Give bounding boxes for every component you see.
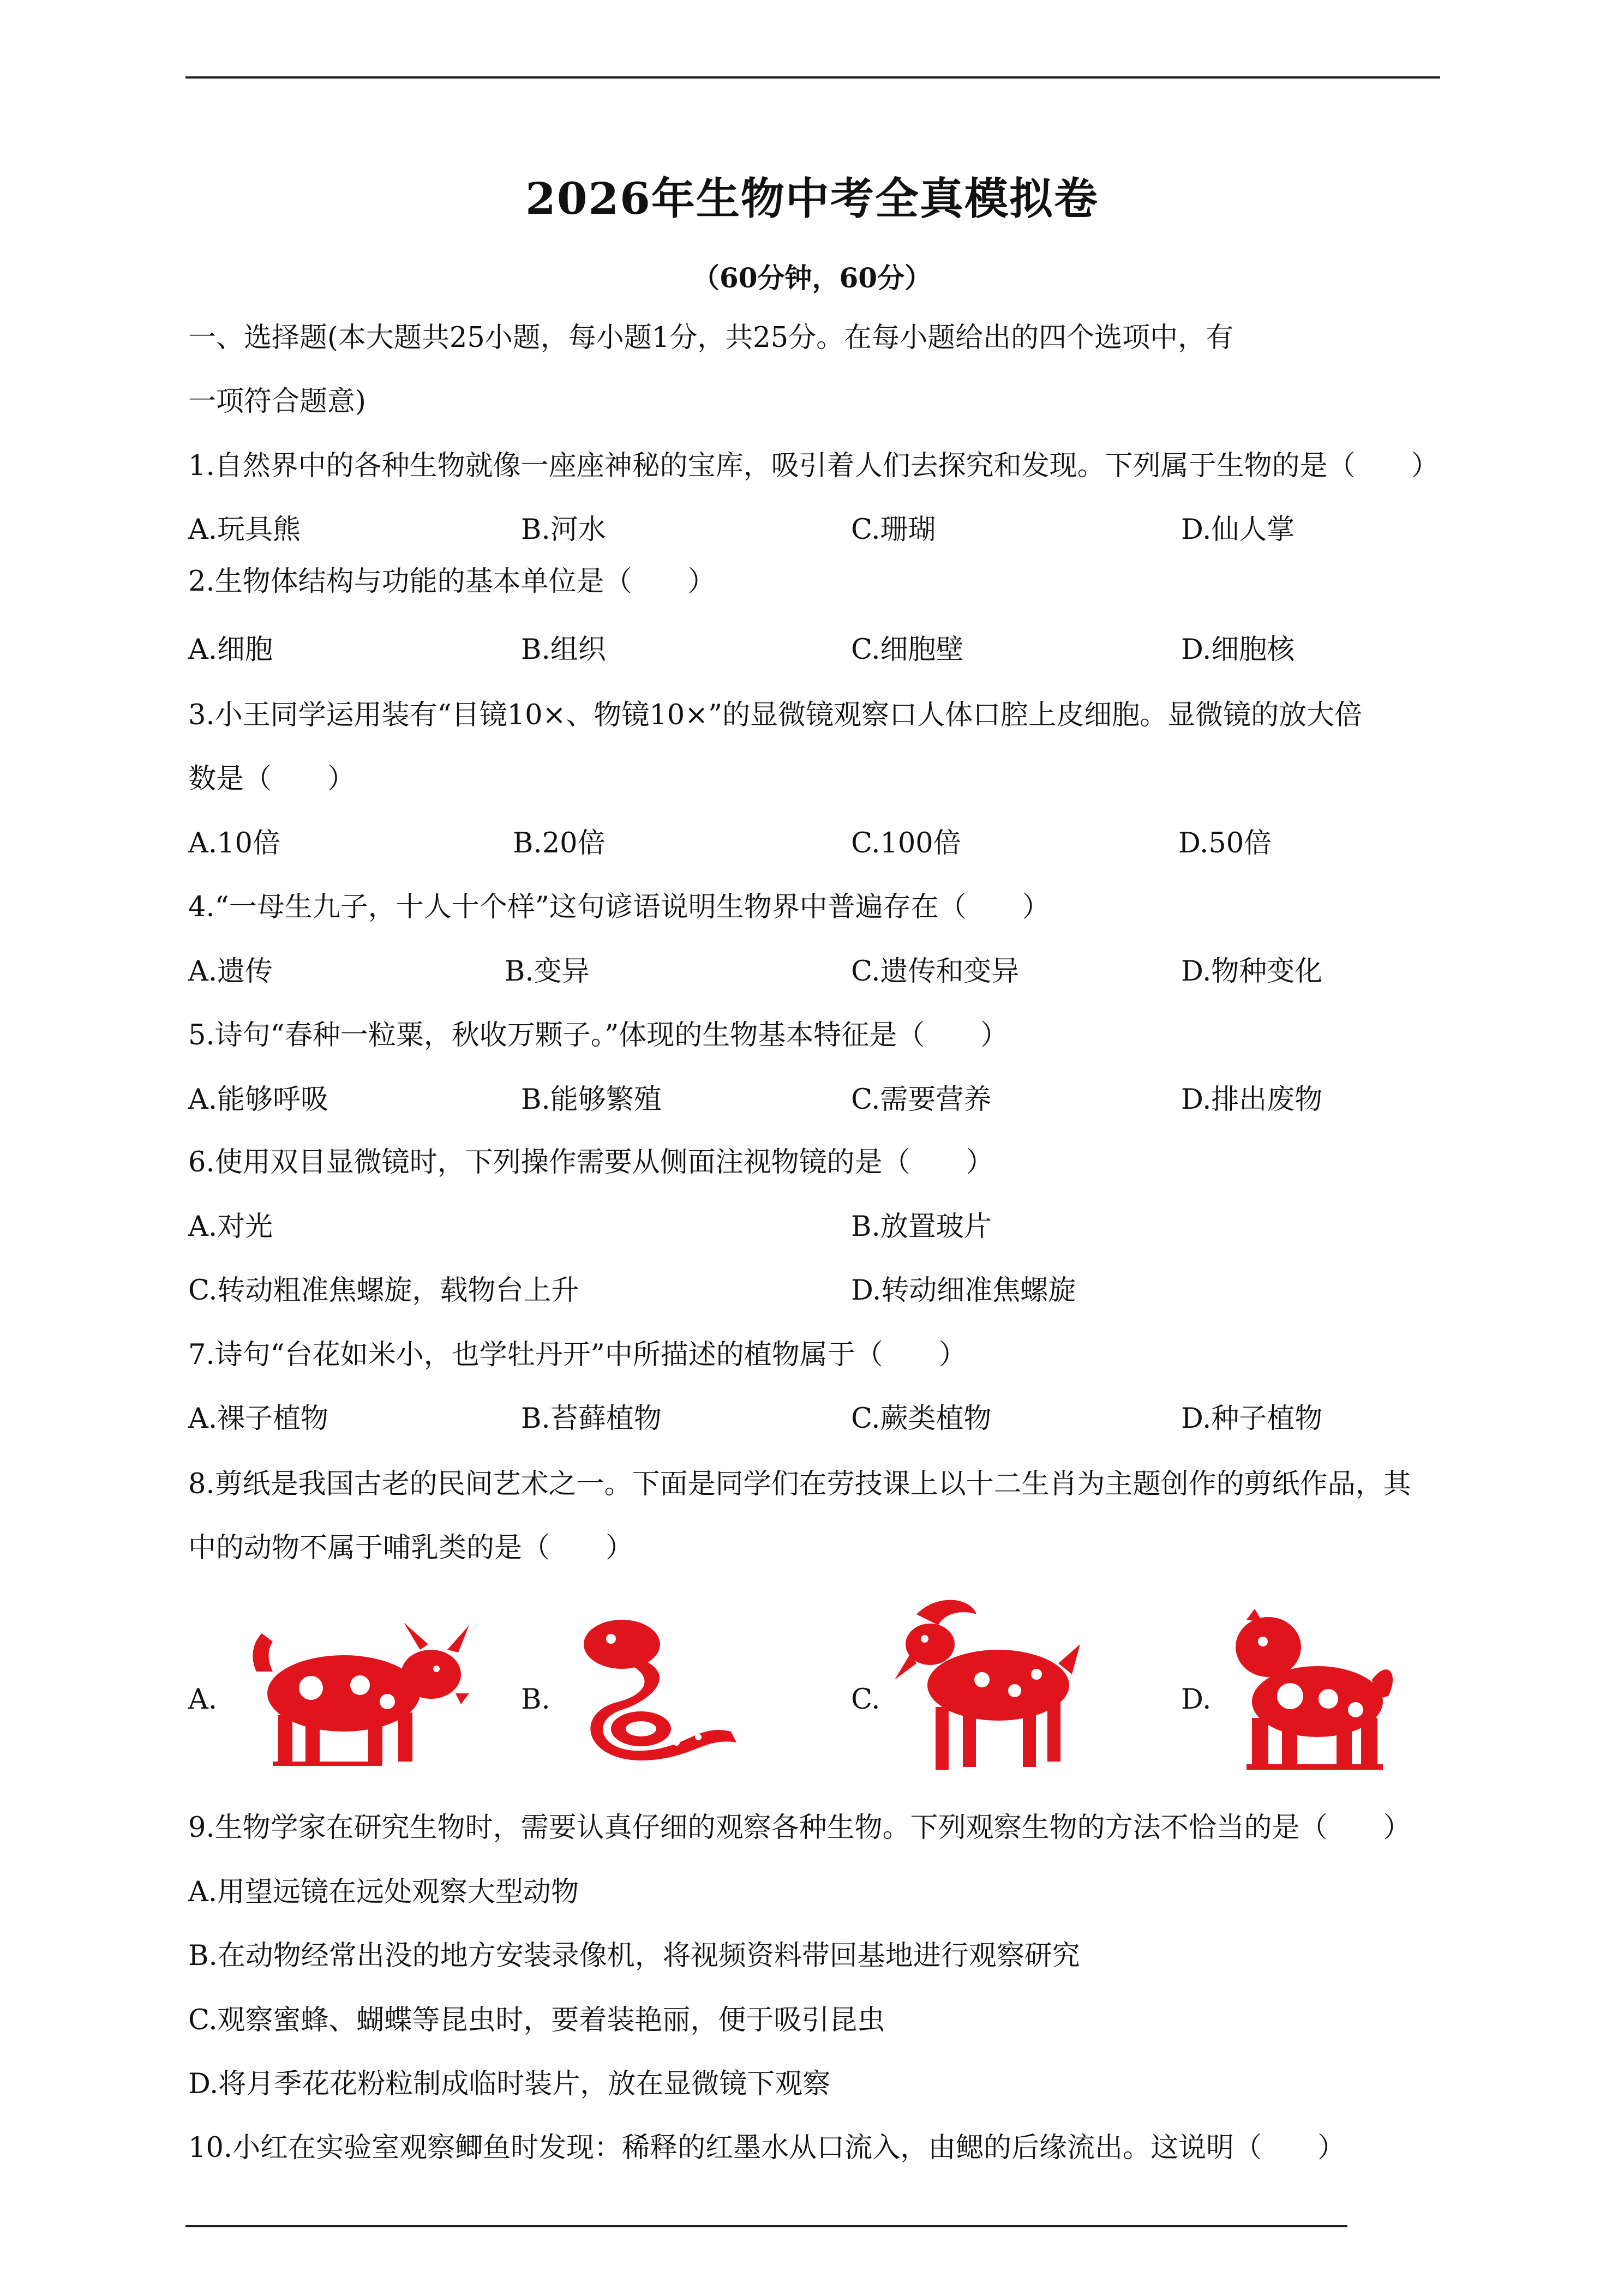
q1-option-d[interactable]: D.仙人掌 (1181, 514, 1295, 546)
q4-option-c[interactable]: C.遗传和变异 (851, 955, 1020, 988)
q7-option-c[interactable]: C.蕨类植物 (851, 1403, 992, 1435)
q6-option-a[interactable]: A.对光 (188, 1211, 273, 1243)
q7-option-a[interactable]: A.裸子植物 (188, 1403, 329, 1435)
footer-rule (185, 2225, 1347, 2227)
section-heading-line1: 一、选择题(本大题共25小题，每小题1分，共25分。在每小题给出的四个选项中，有 (188, 322, 1234, 354)
q1-option-c[interactable]: C.珊瑚 (851, 514, 936, 546)
q3-option-d[interactable]: D.50倍 (1178, 827, 1272, 860)
question-3-cont: 数是（ ） (188, 763, 356, 795)
q8-option-d[interactable]: D. (1181, 1684, 1212, 1716)
q5-option-c[interactable]: C.需要营养 (851, 1084, 992, 1116)
q9-option-b[interactable]: B.在动物经常出没的地方安装录像机，将视频资料带回基地进行观察研究 (188, 1940, 1080, 1972)
q9-option-a[interactable]: A.用望远镜在远处观察大型动物 (188, 1876, 579, 1908)
q5-option-b[interactable]: B.能够繁殖 (521, 1084, 662, 1116)
exam-duration: （60分钟，60分） (692, 262, 932, 294)
question-8-cont: 中的动物不属于哺乳类的是（ ） (188, 1532, 634, 1564)
q9-option-c[interactable]: C.观察蜜蜂、蝴蝶等昆虫时，要着装艳丽，便于吸引昆虫 (188, 2004, 885, 2036)
header-rule (185, 76, 1440, 79)
question-3: 3.小王同学运用装有“目镜10×、物镜10×”的显微镜观察口人体口腔上皮细胞。显微镜的放大倍 (188, 699, 1363, 731)
question-7: 7.诗句“台花如米小，也学牡丹开”中所描述的植物属于（ ） (188, 1339, 967, 1371)
q7-option-b[interactable]: B.苔藓植物 (521, 1403, 662, 1435)
q3-option-a[interactable]: A.10倍 (188, 827, 280, 860)
ox-papercut-image (240, 1612, 480, 1775)
question-4: 4.“一母生九子，十人十个样”这句谚语说明生物界中普遍存在（ ） (188, 891, 1050, 923)
q1-option-a[interactable]: A.玩具熊 (188, 514, 301, 546)
q4-option-d[interactable]: D.物种变化 (1181, 955, 1323, 988)
question-6: 6.使用双目显微镜时，下列操作需要从侧面注视物镜的是（ ） (188, 1146, 994, 1179)
q6-option-d[interactable]: D.转动细准焦螺旋 (851, 1275, 1076, 1307)
question-2: 2.生物体结构与功能的基本单位是（ ） (188, 566, 716, 598)
q1-option-b[interactable]: B.河水 (521, 514, 606, 546)
dog-papercut-image (1225, 1609, 1399, 1772)
page-title: 2026年生物中考全真模拟卷 (525, 173, 1099, 224)
q2-option-d[interactable]: D.细胞核 (1181, 634, 1295, 666)
q2-option-c[interactable]: C.细胞壁 (851, 634, 964, 666)
q7-option-d[interactable]: D.种子植物 (1181, 1403, 1323, 1435)
q9-option-d[interactable]: D.将月季花花粉粒制成临时装片，放在显微镜下观察 (188, 2068, 831, 2100)
q4-option-a[interactable]: A.遗传 (188, 955, 273, 988)
q5-option-a[interactable]: A.能够呼吸 (188, 1084, 329, 1116)
q8-option-b[interactable]: B. (521, 1684, 550, 1716)
question-10: 10.小红在实验室观察鲫鱼时发现：稀释的红墨水从口流入，由鳃的后缘流出。这说明（ ） (188, 2132, 1346, 2164)
q2-option-a[interactable]: A.细胞 (188, 634, 273, 666)
q8-option-c[interactable]: C. (851, 1684, 880, 1716)
q3-option-c[interactable]: C.100倍 (851, 827, 961, 860)
q3-option-b[interactable]: B.20倍 (513, 827, 606, 860)
q2-option-b[interactable]: B.组织 (521, 634, 606, 666)
question-5: 5.诗句“春种一粒粟，秋收万颗子。”体现的生物基本特征是（ ） (188, 1019, 1009, 1051)
question-1: 1.自然界中的各种生物就像一座座神秘的宝库，吸引着人们去探究和发现。下列属于生物的是（ ） (188, 450, 1439, 482)
q8-option-a[interactable]: A. (188, 1684, 218, 1716)
q6-option-c[interactable]: C.转动粗准焦螺旋，载物台上升 (188, 1275, 579, 1307)
q6-option-b[interactable]: B.放置玻片 (851, 1211, 992, 1243)
question-9: 9.生物学家在研究生物时，需要认真仔细的观察各种生物。下列观察生物的方法不恰当的是（ ） (188, 1812, 1411, 1844)
section-heading-line2: 一项符合题意) (188, 386, 366, 418)
goat-papercut-image (884, 1592, 1091, 1772)
q4-option-b[interactable]: B.变异 (505, 955, 590, 988)
snake-papercut-image (567, 1614, 747, 1762)
question-8: 8.剪纸是我国古老的民间艺术之一。下面是同学们在劳技课上以十二生肖为主题创作的剪纸作品，其 (188, 1468, 1411, 1500)
q5-option-d[interactable]: D.排出废物 (1181, 1084, 1323, 1116)
